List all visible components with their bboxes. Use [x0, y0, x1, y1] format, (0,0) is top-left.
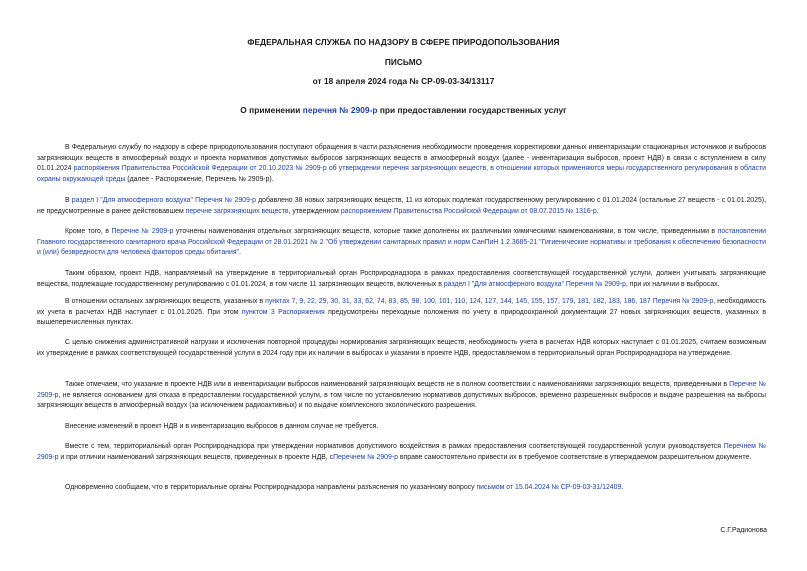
document-link[interactable]: Перечне № 2909-р [37, 381, 767, 399]
paragraph-3 [37, 227, 766, 259]
document-subject [0, 105, 807, 115]
paragraph-9 [37, 442, 766, 463]
paragraph-text: Вместе с тем, территориальный орган Росприроднадзора при утверждении нормативов допустимого воздействия в рамках предоставления соответствующей государственной услуги руководствуется [65, 443, 724, 450]
document-link[interactable]: раздел I "Для атмосферного воздуха" Перечня № 2909-р [71, 197, 256, 204]
paragraph-6 [37, 338, 766, 359]
document-link[interactable]: раздел I "Для атмосферного воздуха" Перечня № 2909-р [443, 280, 626, 288]
paragraph-text: предусмотрены переходные положения по учету в природоохранной документации 27 новых загрязняющих веществ, указанных в вышеперечисленных пунктах. [37, 308, 766, 327]
paragraph-text: Кроме того, в [65, 228, 112, 235]
paragraph-text: В [65, 197, 72, 204]
subject-text-after: при предоставлении государственных услуг [377, 105, 567, 115]
paragraph-text: . [239, 249, 241, 257]
document-link[interactable]: пунктах 7, 9, 22, 29, 30, 31, 33, 62, 74, 83, 85, 98, 100, 101, 110, 124, 127, 144, 145, 155, 157, 179, 181, 182, 183, 186, 187 Перечня № 2909-р [265, 298, 714, 305]
document-date-number: от 18 апреля 2024 года № СР-09-03-34/13117 [312, 76, 495, 86]
paragraph-text: и при отличии наименований загрязняющих веществ, приведенных в проекте НДВ, с [58, 453, 334, 461]
subject-text-before: О применении [240, 105, 303, 115]
paragraph-text: (далее - Распоряжение, Перечень № 2909-р). [125, 175, 274, 183]
paragraph-text: Внесение изменений в проект НДВ и в инвентаризацию выбросов в данном случае не требуется. [65, 423, 379, 430]
document-link[interactable]: Перечнем № 2909-р [37, 443, 766, 461]
paragraph-text: С целью снижения административной нагрузки и исключения повторной процедуры нормирования загрязняющих веществ, необходимость учета в расчетах НДВ которых наступает с 01.01.2025, считаем возможным их утверждение в рамках соответствующей государственной услуги в 2024 году при их наличии в выбросах и указании в проекте НДВ, предоставляемом в территориальный орган Росприроднадзора на утверждение. [37, 339, 766, 357]
signature: С.Г.Радионова [720, 527, 767, 534]
document-link[interactable]: Перечнем № 2909-р [333, 453, 398, 461]
paragraph-2 [37, 196, 766, 217]
paragraph-text: . [596, 207, 599, 215]
paragraph-8 [37, 422, 766, 433]
document-link[interactable]: письмом от 15.04.2024 № СР-09-03-31/12409 [476, 484, 622, 491]
paragraph-text: В отношении остальных загрязняющих веществ, указанных в [65, 298, 266, 305]
document-link[interactable]: перечне загрязняющих веществ [185, 207, 289, 215]
document-type: ПИСЬМО [384, 57, 423, 67]
paragraph-4 [37, 269, 766, 290]
paragraph-10 [37, 483, 766, 494]
paragraph-1 [37, 143, 766, 185]
paragraph-text: уточнены наименования отдельных загрязняющих веществ, которые также дополнены их различными химическими наименованиями, в том числе, приведенными в [173, 228, 718, 235]
paragraph-text: , необходимость их учета в расчетах НДВ наступает с 01.01.2025. При этом [37, 298, 766, 316]
paragraph-7 [37, 380, 766, 412]
paragraph-text: Также отмечаем, что указание в проекте НДВ или в инвентаризации выбросов наименований загрязняющих веществ не в полном соответствии с наименованиями загрязняющих веществ, приведенными в [65, 381, 730, 388]
document-link[interactable]: постановлении Главного государственного санитарного врача Российской Федерации от 28.01.2021 № 2 "Об утверждении санитарных правил и норм СанПиН 1.2.3685-21 "Гигиенические нормативы и требования к обеспечению безопасности и (или) безвредности для человека факторов среды обитания" [37, 228, 767, 257]
paragraph-text: Таким образом, проект НДВ, направляемый на утверждение в территориальный орган Росприроднадзора в рамках предоставления соответствующей государственной услуги, должен учитывать загрязняющие вещества, подлежащие государственному регулированию с 01.01.2024, в том числе 11 загрязняющих веществ, включенных в [37, 270, 766, 288]
paragraph-5 [37, 297, 766, 329]
document-link[interactable]: распоряжения Правительства Российской Федерации от 20.10.2023 № 2909-р об утверждении перечня загрязняющих веществ, в отношении которых применяются меры государственного регулирования в области охраны окружающей среды [37, 165, 766, 183]
paragraph-text: добавлено 38 новых загрязняющих веществ, 11 из которых подлежат государственному регулированию с 01.01.2024 (остальные 27 веществ - с 01.01.2025), не предусмотренные в ранее действовавшем [37, 197, 767, 215]
paragraph-text: В Федеральную службу по надзору в сфере природопользования поступают обращения в части разъяснения необходимости проведения корректировки данных инвентаризации стационарных источников и выбросов загрязняющих веществ в атмосферный воздух и проекта нормативов допустимых выбросов загрязняющих веществ в атмосферный воздух (далее - инвентаризация выбросов, проект НДВ) в связи с вступлением в силу 01.01.2024 [37, 144, 766, 173]
document-link[interactable]: пунктом 3 Распоряжения [241, 308, 325, 316]
document-link[interactable]: Перечне № 2909-р [111, 228, 174, 235]
paragraph-text: , утвержденном [288, 207, 341, 215]
paragraph-text: . [621, 484, 624, 491]
agency-name: ФЕДЕРАЛЬНАЯ СЛУЖБА ПО НАДЗОРУ В СФЕРЕ ПРИРОДОПОЛЬЗОВАНИЯ [247, 37, 560, 47]
paragraph-text: , не является основанием для отказа в предоставлении государственной услуги, в том числе по установлению нормативов допустимых выбросов, временно разрешенных выбросов и выдаче разрешения на выбросы загрязняющих веществ в атмосферный воздух (за исключением радиоактивных) и по выдаче комплексного экологического разрешения. [37, 391, 766, 410]
subject-link[interactable]: перечня № 2909-р [302, 105, 378, 115]
paragraph-text: , при их наличии в выбросах. [625, 280, 720, 288]
paragraph-text: вправе самостоятельно привести их в требуемое соответствие в утверждаемом разрешительном документе. [397, 453, 752, 461]
document-link[interactable]: распоряжением Правительства Российской Федерации от 08.07.2015 № 1316-р [340, 207, 597, 215]
paragraph-text: Одновременно сообщаем, что в территориальные органы Росприроднадзора направлены разъяснения по указанному вопросу [65, 484, 477, 491]
